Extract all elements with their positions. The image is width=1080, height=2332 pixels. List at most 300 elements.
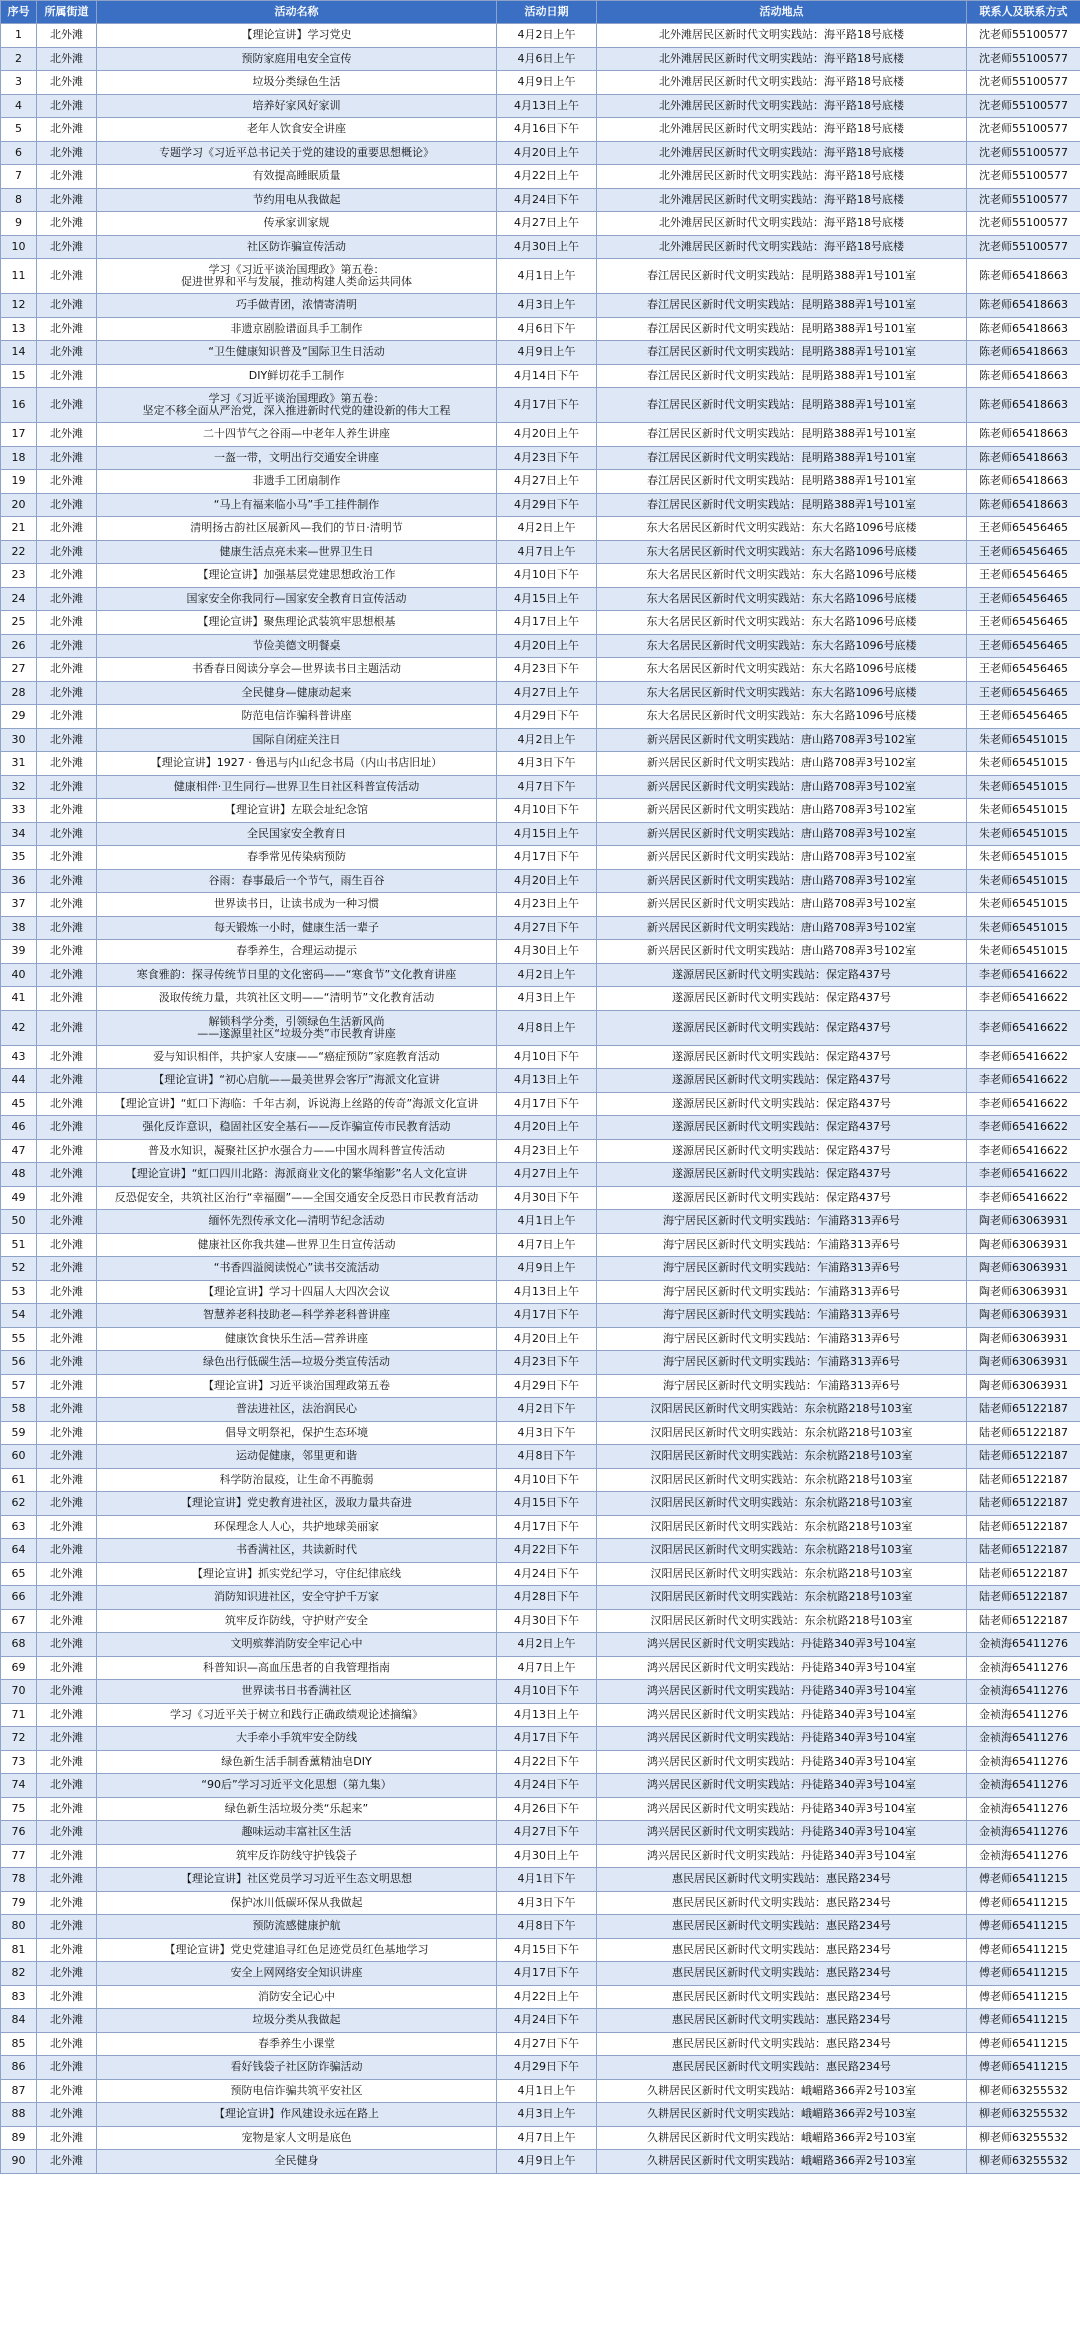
cell-serial: 43 [1, 1045, 37, 1069]
table-row [1, 1116, 1080, 1140]
cell-location: 海宁居民区新时代文明实践站：乍浦路313弄6号 [597, 1351, 967, 1375]
cell-activity-name: 科普知识—高血压患者的自我管理指南 [97, 1656, 497, 1680]
table-row [1, 423, 1080, 447]
cell-location: 东大名居民区新时代文明实践站：东大名路1096号底楼 [597, 564, 967, 588]
cell-activity-name: 节约用电从我做起 [97, 188, 497, 212]
cell-location: 遂源居民区新时代文明实践站：保定路437号 [597, 1116, 967, 1140]
cell-street: 北外滩 [37, 2032, 97, 2056]
cell-date: 4月24日下午 [497, 1562, 597, 1586]
cell-location: 东大名居民区新时代文明实践站：东大名路1096号底楼 [597, 634, 967, 658]
cell-date: 4月9日上午 [497, 1257, 597, 1281]
table-row [1, 540, 1080, 564]
cell-activity-name: 【理论宣讲】“初心启航——最美世界会客厅”海派文化宣讲 [97, 1069, 497, 1093]
cell-activity-name: 老年人饮食安全讲座 [97, 118, 497, 142]
table-row [1, 1515, 1080, 1539]
cell-serial: 71 [1, 1703, 37, 1727]
table-row [1, 1304, 1080, 1328]
cell-serial: 33 [1, 799, 37, 823]
cell-street: 北外滩 [37, 705, 97, 729]
cell-location: 新兴居民区新时代文明实践站：唐山路708弄3号102室 [597, 752, 967, 776]
cell-street: 北外滩 [37, 235, 97, 259]
table-row [1, 1092, 1080, 1116]
cell-activity-name: 科学防治鼠疫，让生命不再脆弱 [97, 1468, 497, 1492]
table-row [1, 728, 1080, 752]
cell-date: 4月9日上午 [497, 341, 597, 365]
cell-serial: 67 [1, 1609, 37, 1633]
table-row [1, 2009, 1080, 2033]
cell-location: 北外滩居民区新时代文明实践站：海平路18号底楼 [597, 165, 967, 189]
cell-activity-name: 【理论宣讲】聚焦理论武装筑牢思想根基 [97, 611, 497, 635]
cell-serial: 38 [1, 916, 37, 940]
table-row [1, 1539, 1080, 1563]
cell-street: 北外滩 [37, 799, 97, 823]
cell-contact: 王老师65456465 [967, 681, 1080, 705]
cell-date: 4月24日下午 [497, 2009, 597, 2033]
cell-location: 海宁居民区新时代文明实践站：乍浦路313弄6号 [597, 1233, 967, 1257]
cell-location: 遂源居民区新时代文明实践站：保定路437号 [597, 1045, 967, 1069]
cell-location: 鸿兴居民区新时代文明实践站：丹徒路340弄3号104室 [597, 1703, 967, 1727]
cell-contact: 傅老师65411215 [967, 2009, 1080, 2033]
cell-contact: 陶老师63063931 [967, 1304, 1080, 1328]
cell-date: 4月7日下午 [497, 775, 597, 799]
cell-location: 海宁居民区新时代文明实践站：乍浦路313弄6号 [597, 1210, 967, 1234]
cell-activity-name: 智慧养老科技助老—科学养老科普讲座 [97, 1304, 497, 1328]
cell-street: 北外滩 [37, 2079, 97, 2103]
cell-contact: 陈老师65418663 [967, 388, 1080, 423]
cell-activity-name: 【理论宣讲】作风建设永远在路上 [97, 2103, 497, 2127]
cell-street: 北外滩 [37, 1797, 97, 1821]
cell-serial: 40 [1, 963, 37, 987]
cell-contact: 陈老师65418663 [967, 364, 1080, 388]
cell-contact: 陈老师65418663 [967, 493, 1080, 517]
cell-serial: 85 [1, 2032, 37, 2056]
cell-date: 4月6日下午 [497, 317, 597, 341]
cell-activity-name: 【理论宣讲】加强基层党建思想政治工作 [97, 564, 497, 588]
cell-street: 北外滩 [37, 1915, 97, 1939]
cell-location: 东大名居民区新时代文明实践站：东大名路1096号底楼 [597, 681, 967, 705]
cell-contact: 陈老师65418663 [967, 317, 1080, 341]
table-row [1, 1844, 1080, 1868]
cell-location: 新兴居民区新时代文明实践站：唐山路708弄3号102室 [597, 846, 967, 870]
header-serial: 序号 [1, 1, 37, 24]
cell-street: 北外滩 [37, 681, 97, 705]
cell-activity-name: 倡导文明祭祀，保护生态环境 [97, 1421, 497, 1445]
cell-street: 北外滩 [37, 1139, 97, 1163]
cell-street: 北外滩 [37, 1421, 97, 1445]
table-row [1, 341, 1080, 365]
table-row [1, 987, 1080, 1011]
cell-activity-name: 【理论宣讲】学习十四届人大四次会议 [97, 1280, 497, 1304]
cell-contact: 金祯海65411276 [967, 1774, 1080, 1798]
cell-activity-name: 谷雨：春事最后一个节气，雨生百谷 [97, 869, 497, 893]
cell-location: 久耕居民区新时代文明实践站：峨嵋路366弄2号103室 [597, 2079, 967, 2103]
cell-date: 4月10日下午 [497, 1045, 597, 1069]
cell-street: 北外滩 [37, 1680, 97, 1704]
cell-contact: 朱老师65451015 [967, 775, 1080, 799]
cell-serial: 42 [1, 1010, 37, 1045]
cell-location: 东大名居民区新时代文明实践站：东大名路1096号底楼 [597, 517, 967, 541]
cell-date: 4月20日上午 [497, 634, 597, 658]
cell-activity-name: 健康生活点亮未来—世界卫生日 [97, 540, 497, 564]
cell-date: 4月27日下午 [497, 1821, 597, 1845]
cell-street: 北外滩 [37, 294, 97, 318]
cell-activity-name: 全民国家安全教育日 [97, 822, 497, 846]
cell-street: 北外滩 [37, 259, 97, 294]
cell-street: 北外滩 [37, 1656, 97, 1680]
table-row [1, 294, 1080, 318]
cell-contact: 陶老师63063931 [967, 1374, 1080, 1398]
cell-contact: 陈老师65418663 [967, 446, 1080, 470]
cell-contact: 陶老师63063931 [967, 1210, 1080, 1234]
cell-street: 北外滩 [37, 1750, 97, 1774]
table-row [1, 317, 1080, 341]
cell-street: 北外滩 [37, 587, 97, 611]
cell-date: 4月2日上午 [497, 728, 597, 752]
cell-street: 北外滩 [37, 916, 97, 940]
cell-activity-name: “卫生健康知识普及”国际卫生日活动 [97, 341, 497, 365]
table-row [1, 1891, 1080, 1915]
cell-serial: 51 [1, 1233, 37, 1257]
cell-street: 北外滩 [37, 1092, 97, 1116]
cell-date: 4月15日上午 [497, 587, 597, 611]
cell-location: 惠民居民区新时代文明实践站：惠民路234号 [597, 1915, 967, 1939]
cell-date: 4月7日上午 [497, 1656, 597, 1680]
cell-street: 北外滩 [37, 446, 97, 470]
cell-activity-name: 【理论宣讲】左联会址纪念馆 [97, 799, 497, 823]
cell-street: 北外滩 [37, 822, 97, 846]
table-row [1, 634, 1080, 658]
cell-location: 春江居民区新时代文明实践站：昆明路388弄1号101室 [597, 259, 967, 294]
cell-contact: 柳老师63255532 [967, 2150, 1080, 2174]
cell-date: 4月9日上午 [497, 71, 597, 95]
cell-street: 北外滩 [37, 869, 97, 893]
table-row [1, 1186, 1080, 1210]
cell-contact: 沈老师55100577 [967, 47, 1080, 71]
cell-date: 4月30日上午 [497, 940, 597, 964]
cell-date: 4月2日下午 [497, 1398, 597, 1422]
cell-location: 鸿兴居民区新时代文明实践站：丹徒路340弄3号104室 [597, 1797, 967, 1821]
cell-serial: 35 [1, 846, 37, 870]
cell-activity-name: 强化反诈意识，稳固社区安全基石——反诈骗宣传市民教育活动 [97, 1116, 497, 1140]
cell-date: 4月10日下午 [497, 799, 597, 823]
cell-serial: 23 [1, 564, 37, 588]
cell-contact: 李老师65416622 [967, 1139, 1080, 1163]
cell-contact: 沈老师55100577 [967, 24, 1080, 48]
table-row [1, 1985, 1080, 2009]
table-row [1, 822, 1080, 846]
table-row [1, 1045, 1080, 1069]
cell-contact: 陆老师65122187 [967, 1398, 1080, 1422]
cell-street: 北外滩 [37, 1233, 97, 1257]
table-row [1, 2150, 1080, 2174]
cell-contact: 陶老师63063931 [967, 1233, 1080, 1257]
cell-date: 4月27日上午 [497, 681, 597, 705]
cell-date: 4月16日下午 [497, 118, 597, 142]
cell-serial: 58 [1, 1398, 37, 1422]
cell-location: 新兴居民区新时代文明实践站：唐山路708弄3号102室 [597, 775, 967, 799]
cell-date: 4月30日上午 [497, 235, 597, 259]
cell-contact: 傅老师65411215 [967, 2032, 1080, 2056]
cell-contact: 傅老师65411215 [967, 1938, 1080, 1962]
cell-location: 久耕居民区新时代文明实践站：峨嵋路366弄2号103室 [597, 2150, 967, 2174]
cell-location: 春江居民区新时代文明实践站：昆明路388弄1号101室 [597, 446, 967, 470]
table-row [1, 2126, 1080, 2150]
cell-contact: 朱老师65451015 [967, 752, 1080, 776]
table-row [1, 963, 1080, 987]
cell-contact: 李老师65416622 [967, 1116, 1080, 1140]
cell-street: 北外滩 [37, 634, 97, 658]
cell-serial: 68 [1, 1633, 37, 1657]
cell-contact: 金祯海65411276 [967, 1844, 1080, 1868]
cell-activity-name: 传承家训家规 [97, 212, 497, 236]
table-row [1, 1868, 1080, 1892]
cell-street: 北外滩 [37, 1445, 97, 1469]
cell-date: 4月3日下午 [497, 1421, 597, 1445]
cell-serial: 26 [1, 634, 37, 658]
cell-activity-name: 健康社区你我共建—世界卫生日宣传活动 [97, 1233, 497, 1257]
cell-contact: 李老师65416622 [967, 1186, 1080, 1210]
cell-serial: 65 [1, 1562, 37, 1586]
table-row [1, 1962, 1080, 1986]
table-header-row [1, 1, 1080, 24]
table-row [1, 916, 1080, 940]
cell-date: 4月17日下午 [497, 1962, 597, 1986]
cell-contact: 陶老师63063931 [967, 1280, 1080, 1304]
cell-street: 北外滩 [37, 1774, 97, 1798]
cell-date: 4月26日下午 [497, 1797, 597, 1821]
cell-activity-name: 运动促健康，邻里更和谐 [97, 1445, 497, 1469]
cell-date: 4月20日上午 [497, 1327, 597, 1351]
cell-contact: 沈老师55100577 [967, 188, 1080, 212]
cell-serial: 5 [1, 118, 37, 142]
cell-street: 北外滩 [37, 423, 97, 447]
cell-date: 4月14日下午 [497, 364, 597, 388]
cell-serial: 24 [1, 587, 37, 611]
cell-serial: 74 [1, 1774, 37, 1798]
header-contact: 联系人及联系方式 [967, 1, 1080, 24]
cell-date: 4月17日下午 [497, 846, 597, 870]
cell-serial: 15 [1, 364, 37, 388]
cell-activity-name: 全民健身—健康动起来 [97, 681, 497, 705]
cell-date: 4月13日上午 [497, 1280, 597, 1304]
cell-contact: 陈老师65418663 [967, 341, 1080, 365]
cell-contact: 傅老师65411215 [967, 2056, 1080, 2080]
cell-serial: 44 [1, 1069, 37, 1093]
cell-serial: 80 [1, 1915, 37, 1939]
cell-serial: 4 [1, 94, 37, 118]
cell-activity-name: 【理论宣讲】抓实党纪学习，守住纪律底线 [97, 1562, 497, 1586]
cell-contact: 陆老师65122187 [967, 1562, 1080, 1586]
cell-activity-name: 健康相伴·卫生同行—世界卫生日社区科普宣传活动 [97, 775, 497, 799]
table-row [1, 235, 1080, 259]
cell-street: 北外滩 [37, 24, 97, 48]
cell-street: 北外滩 [37, 1844, 97, 1868]
cell-location: 惠民居民区新时代文明实践站：惠民路234号 [597, 2009, 967, 2033]
cell-activity-name: 筑牢反诈防线，守护财产安全 [97, 1609, 497, 1633]
cell-contact: 李老师65416622 [967, 963, 1080, 987]
cell-street: 北外滩 [37, 1633, 97, 1657]
cell-location: 春江居民区新时代文明实践站：昆明路388弄1号101室 [597, 341, 967, 365]
cell-date: 4月8日下午 [497, 1915, 597, 1939]
cell-date: 4月24日下午 [497, 1774, 597, 1798]
cell-date: 4月29日下午 [497, 705, 597, 729]
cell-serial: 12 [1, 294, 37, 318]
cell-activity-name: 大手牵小手筑牢安全防线 [97, 1727, 497, 1751]
cell-serial: 11 [1, 259, 37, 294]
cell-activity-name: 春季养生小课堂 [97, 2032, 497, 2056]
cell-serial: 25 [1, 611, 37, 635]
cell-street: 北外滩 [37, 94, 97, 118]
cell-serial: 45 [1, 1092, 37, 1116]
cell-location: 春江居民区新时代文明实践站：昆明路388弄1号101室 [597, 470, 967, 494]
cell-activity-name: 寒食雅韵：探寻传统节日里的文化密码——“寒食节”文化教育讲座 [97, 963, 497, 987]
cell-contact: 金祯海65411276 [967, 1680, 1080, 1704]
cell-serial: 7 [1, 165, 37, 189]
table-row [1, 869, 1080, 893]
table-row [1, 681, 1080, 705]
cell-date: 4月29日下午 [497, 493, 597, 517]
cell-location: 新兴居民区新时代文明实践站：唐山路708弄3号102室 [597, 822, 967, 846]
cell-serial: 27 [1, 658, 37, 682]
cell-date: 4月17日下午 [497, 1727, 597, 1751]
cell-activity-name: 安全上网网络安全知识讲座 [97, 1962, 497, 1986]
table-row [1, 1210, 1080, 1234]
cell-contact: 陈老师65418663 [967, 259, 1080, 294]
table-row [1, 1257, 1080, 1281]
cell-street: 北外滩 [37, 188, 97, 212]
table-row [1, 1774, 1080, 1798]
cell-location: 春江居民区新时代文明实践站：昆明路388弄1号101室 [597, 364, 967, 388]
cell-serial: 64 [1, 1539, 37, 1563]
cell-activity-name: 巧手做青团，浓情寄清明 [97, 294, 497, 318]
cell-contact: 朱老师65451015 [967, 822, 1080, 846]
cell-street: 北外滩 [37, 1280, 97, 1304]
cell-street: 北外滩 [37, 564, 97, 588]
cell-serial: 53 [1, 1280, 37, 1304]
cell-serial: 59 [1, 1421, 37, 1445]
cell-contact: 李老师65416622 [967, 1163, 1080, 1187]
cell-activity-name: 汲取传统力量，共筑社区文明——“清明节”文化教育活动 [97, 987, 497, 1011]
cell-date: 4月30日下午 [497, 1186, 597, 1210]
cell-street: 北外滩 [37, 1703, 97, 1727]
header-activity-location: 活动地点 [597, 1, 967, 24]
cell-date: 4月13日上午 [497, 1069, 597, 1093]
cell-contact: 王老师65456465 [967, 587, 1080, 611]
cell-location: 东大名居民区新时代文明实践站：东大名路1096号底楼 [597, 611, 967, 635]
table-row [1, 1280, 1080, 1304]
cell-serial: 9 [1, 212, 37, 236]
cell-serial: 69 [1, 1656, 37, 1680]
cell-serial: 21 [1, 517, 37, 541]
cell-serial: 84 [1, 2009, 37, 2033]
cell-location: 北外滩居民区新时代文明实践站：海平路18号底楼 [597, 24, 967, 48]
table-row [1, 94, 1080, 118]
table-row [1, 705, 1080, 729]
cell-location: 北外滩居民区新时代文明实践站：海平路18号底楼 [597, 141, 967, 165]
table-row [1, 1703, 1080, 1727]
cell-location: 春江居民区新时代文明实践站：昆明路388弄1号101室 [597, 493, 967, 517]
cell-date: 4月22日上午 [497, 1985, 597, 2009]
cell-street: 北外滩 [37, 317, 97, 341]
cell-contact: 陶老师63063931 [967, 1327, 1080, 1351]
cell-contact: 金祯海65411276 [967, 1656, 1080, 1680]
cell-activity-name: 二十四节气之谷雨—中老年人养生讲座 [97, 423, 497, 447]
table-row [1, 470, 1080, 494]
table-row [1, 1656, 1080, 1680]
cell-contact: 朱老师65451015 [967, 799, 1080, 823]
cell-contact: 沈老师55100577 [967, 71, 1080, 95]
cell-date: 4月2日上午 [497, 517, 597, 541]
cell-serial: 90 [1, 2150, 37, 2174]
cell-date: 4月10日下午 [497, 1468, 597, 1492]
cell-date: 4月23日下午 [497, 658, 597, 682]
cell-contact: 朱老师65451015 [967, 940, 1080, 964]
cell-street: 北外滩 [37, 2126, 97, 2150]
cell-date: 4月22日下午 [497, 1750, 597, 1774]
cell-contact: 傅老师65411215 [967, 1962, 1080, 1986]
cell-serial: 72 [1, 1727, 37, 1751]
table-row [1, 2079, 1080, 2103]
cell-date: 4月1日上午 [497, 1210, 597, 1234]
cell-location: 汉阳居民区新时代文明实践站：东余杭路218号103室 [597, 1539, 967, 1563]
cell-street: 北外滩 [37, 1045, 97, 1069]
cell-contact: 李老师65416622 [967, 1092, 1080, 1116]
cell-contact: 柳老师63255532 [967, 2126, 1080, 2150]
cell-location: 新兴居民区新时代文明实践站：唐山路708弄3号102室 [597, 728, 967, 752]
cell-street: 北外滩 [37, 1938, 97, 1962]
cell-location: 新兴居民区新时代文明实践站：唐山路708弄3号102室 [597, 799, 967, 823]
cell-activity-name: 环保理念人人心，共护地球美丽家 [97, 1515, 497, 1539]
cell-activity-name: 【理论宣讲】“虹口下海临：千年古刹，诉说海上丝路的传奇”海派文化宣讲 [97, 1092, 497, 1116]
cell-street: 北外滩 [37, 1210, 97, 1234]
cell-street: 北外滩 [37, 1539, 97, 1563]
cell-street: 北外滩 [37, 1304, 97, 1328]
cell-serial: 29 [1, 705, 37, 729]
table-row [1, 799, 1080, 823]
cell-date: 4月1日上午 [497, 259, 597, 294]
cell-contact: 沈老师55100577 [967, 212, 1080, 236]
table-row [1, 1680, 1080, 1704]
table-row [1, 212, 1080, 236]
table-row [1, 446, 1080, 470]
cell-serial: 70 [1, 1680, 37, 1704]
cell-date: 4月2日上午 [497, 963, 597, 987]
cell-location: 北外滩居民区新时代文明实践站：海平路18号底楼 [597, 188, 967, 212]
cell-serial: 66 [1, 1586, 37, 1610]
table-row [1, 940, 1080, 964]
cell-location: 惠民居民区新时代文明实践站：惠民路234号 [597, 1985, 967, 2009]
table-row [1, 165, 1080, 189]
cell-location: 新兴居民区新时代文明实践站：唐山路708弄3号102室 [597, 893, 967, 917]
cell-serial: 76 [1, 1821, 37, 1845]
cell-street: 北外滩 [37, 493, 97, 517]
cell-serial: 79 [1, 1891, 37, 1915]
cell-date: 4月27日上午 [497, 470, 597, 494]
table-row [1, 493, 1080, 517]
cell-serial: 82 [1, 1962, 37, 1986]
cell-activity-name: 【理论宣讲】社区党员学习习近平生态文明思想 [97, 1868, 497, 1892]
cell-activity-name: “90后”学习习近平文化思想（第九集） [97, 1774, 497, 1798]
table-row [1, 1327, 1080, 1351]
table-row [1, 611, 1080, 635]
cell-activity-name: 非遗手工团扇制作 [97, 470, 497, 494]
cell-location: 北外滩居民区新时代文明实践站：海平路18号底楼 [597, 118, 967, 142]
cell-serial: 48 [1, 1163, 37, 1187]
cell-location: 遂源居民区新时代文明实践站：保定路437号 [597, 1069, 967, 1093]
table-row [1, 752, 1080, 776]
table-row [1, 47, 1080, 71]
table-row [1, 1445, 1080, 1469]
